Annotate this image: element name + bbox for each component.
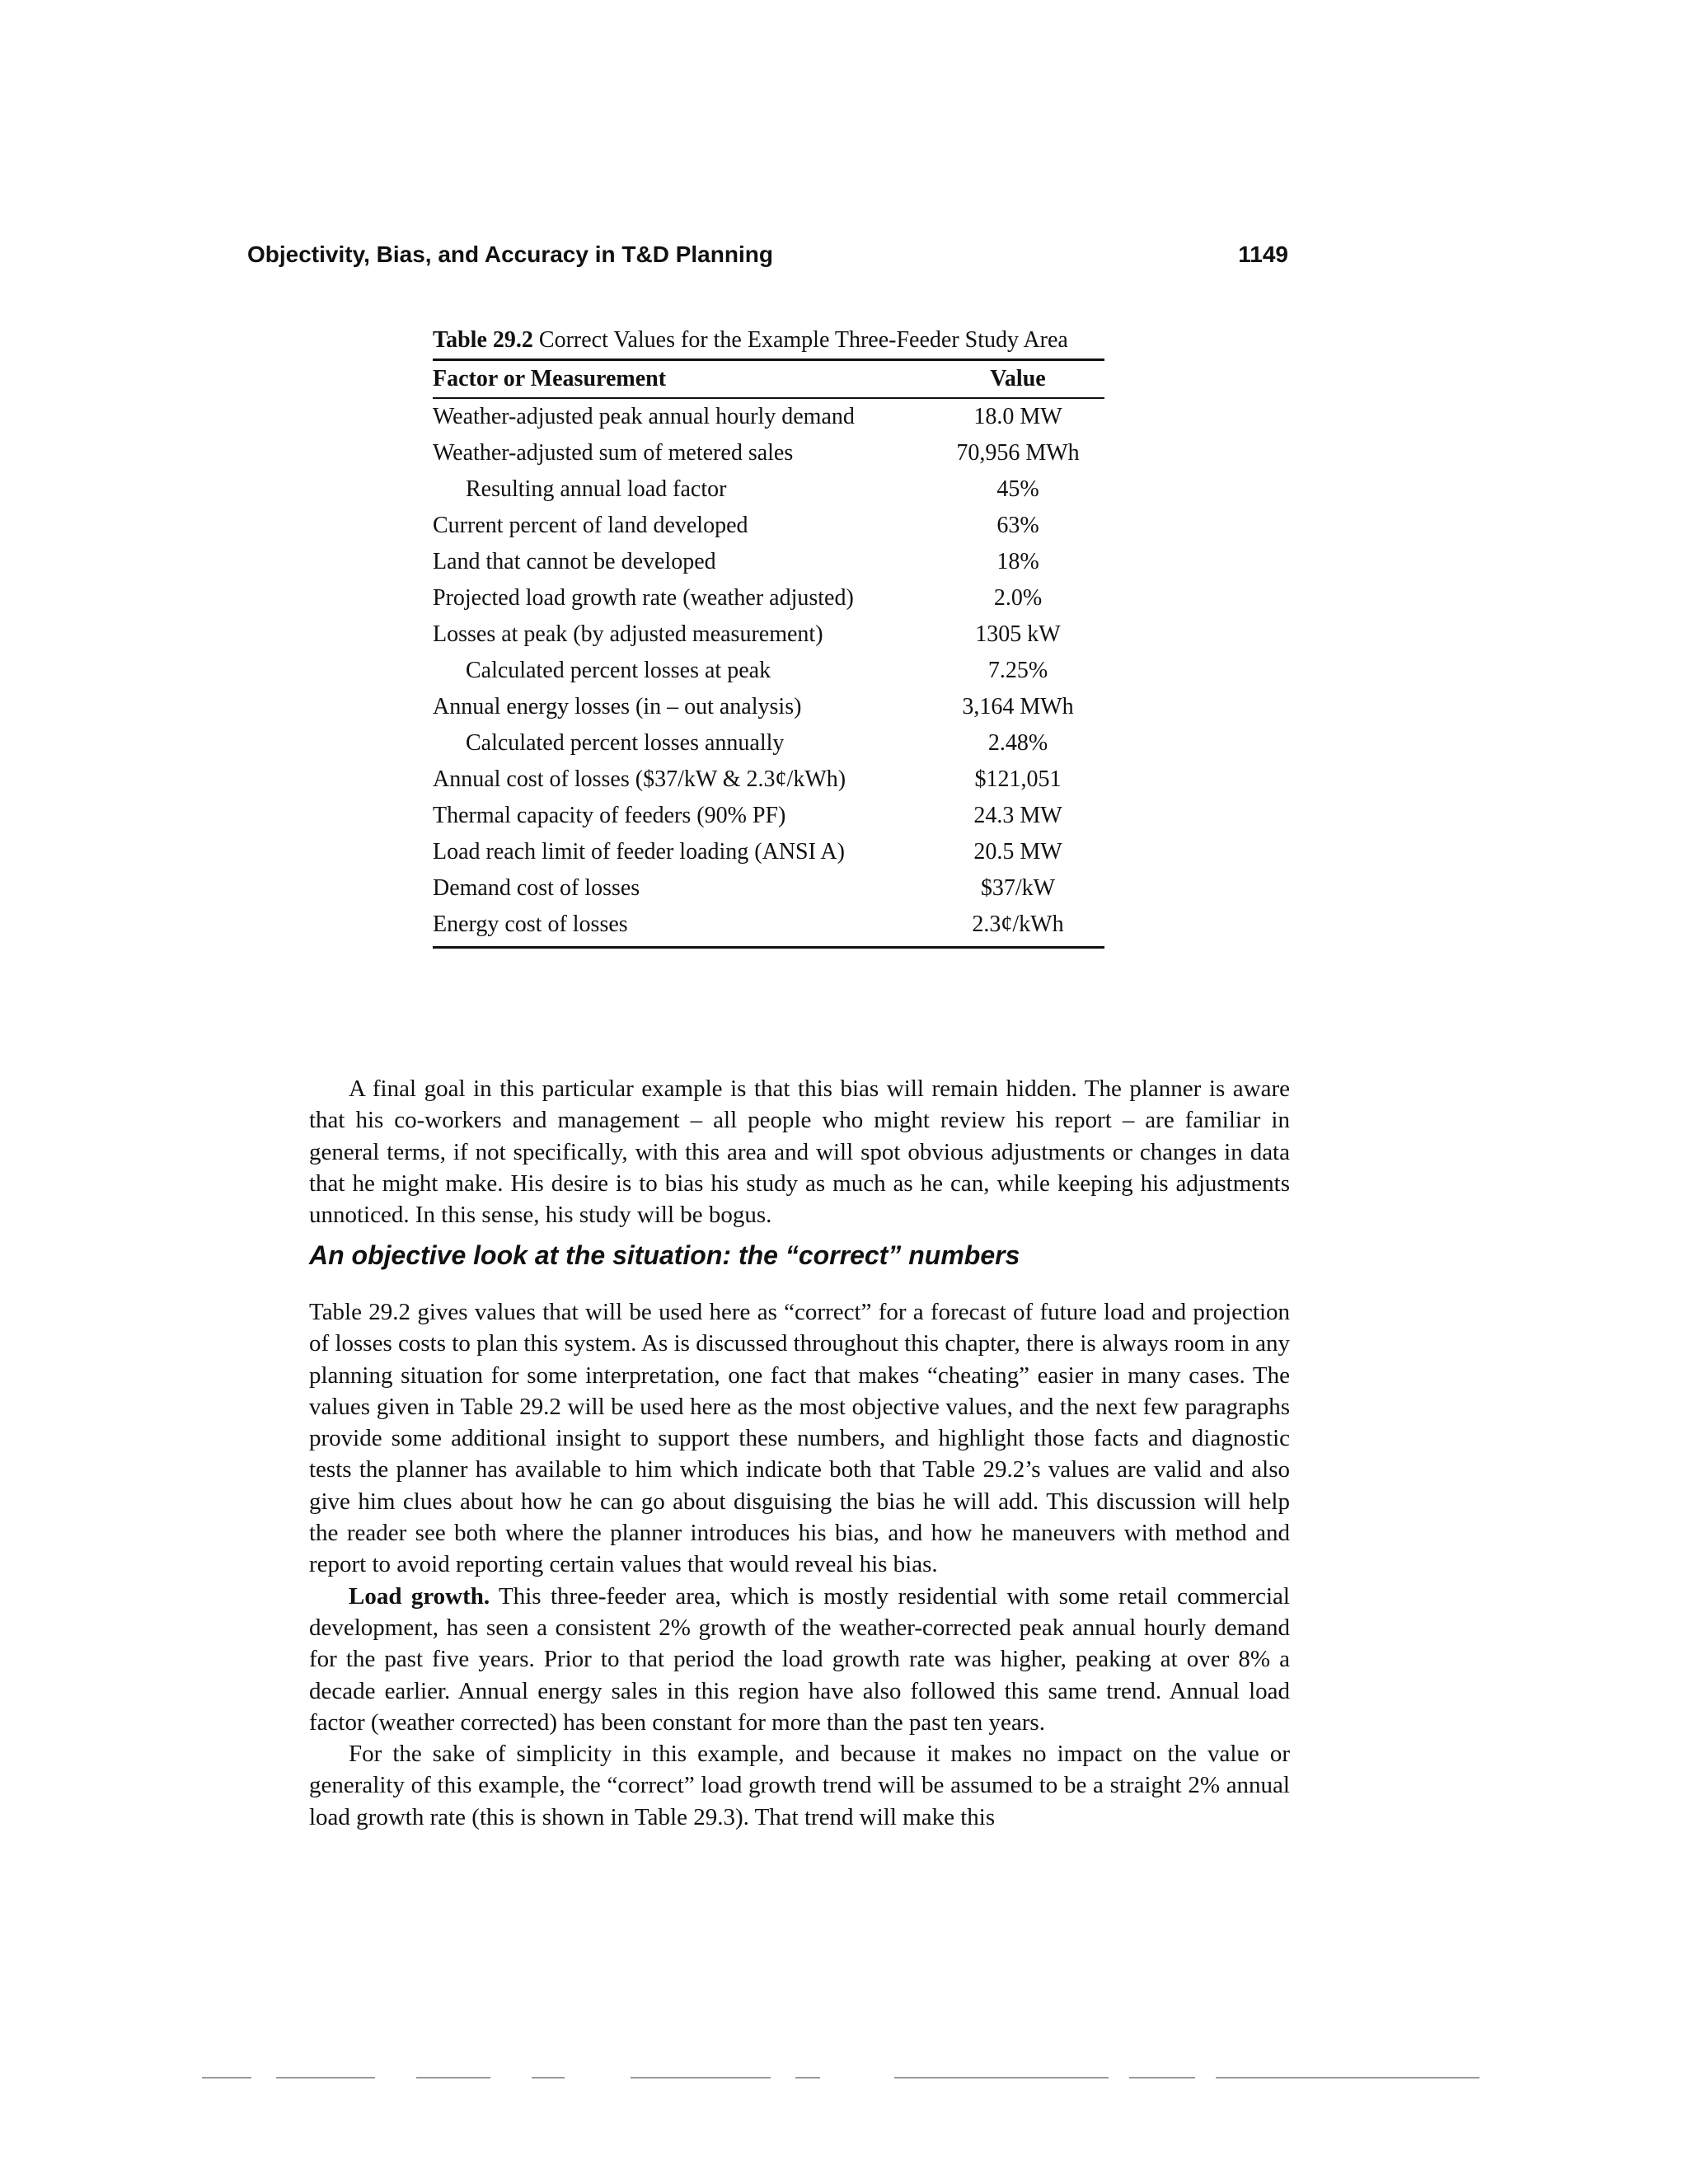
value-cell: 63%	[996, 513, 1039, 538]
body-paragraph-2: Table 29.2 gives values that will be used here as “correct” for a forecast of future load and projection of losses costs to plan this system. As is discussed throughout this chapter, there is always room in any planning situation for some interpretation, one fact that makes “cheating” easier in many cases. The values given in Table 29.2 will be used here as the most objective values, and the next few paragraphs provide some additional insight to support these numbers, and highlight those facts and diagnostic tests the planner has available to him which indicate both that Table 29.2’s values are valid and also give him clues about how he can go about disguising the bias he will add. This discussion will help the reader see both where the planner introduces his bias, and how he maneuvers with method and report to avoid reporting certain values that would reveal his bias.	[309, 1299, 1290, 1578]
value-cell: $121,051	[974, 766, 1062, 792]
scan-speck	[795, 2077, 820, 2079]
factor-cell: Calculated percent losses at peak	[466, 658, 771, 683]
chapter-title: Objectivity, Bias, and Accuracy in T&D Planning	[247, 241, 773, 267]
value-cell: 1305 kW	[975, 621, 1061, 647]
paragraph-text: A final goal in this particular example is that this bias will remain hidden. The planner is aware that his co-workers and management – all people who might review his report – are familiar in general terms, if not specifically, with this area and will spot obvious adjustments or changes in data that he might make. His desire is to bias his study as much as he can, while keeping his adjustments unnoticed. In this sense, his study will be bogus.	[309, 1076, 1290, 1229]
table-row	[433, 616, 1104, 653]
values-table	[433, 361, 1104, 943]
table-caption-text: Correct Values for the Example Three-Feeder Study Area	[532, 327, 1068, 353]
table-header-row	[433, 361, 1104, 398]
factor-cell: Energy cost of losses	[433, 912, 628, 937]
table-row	[433, 398, 1104, 435]
table-row	[433, 725, 1104, 762]
running-header	[247, 241, 1288, 274]
scan-speck	[416, 2077, 490, 2079]
body-paragraph-4: For the sake of simplicity in this example, and because it makes no impact on the value or generality of this example, the “correct” load growth trend will be assumed to be a straight 2% annual load growth rate (this is shown in Table 29.3). That trend will make this	[309, 1741, 1290, 1830]
scan-artifact-line	[202, 2077, 1488, 2080]
column-header-value: Value	[931, 361, 1104, 398]
table-row	[433, 471, 1104, 508]
factor-cell: Land that cannot be developed	[433, 549, 716, 574]
value-cell: 3,164 MWh	[962, 694, 1074, 719]
column-header-factor: Factor or Measurement	[433, 361, 931, 398]
value-cell: 70,956 MWh	[956, 440, 1080, 466]
factor-cell: Projected load growth rate (weather adjusted)	[433, 585, 854, 611]
page-number: 1149	[1238, 241, 1288, 267]
table-row	[433, 907, 1104, 943]
factor-cell: Annual cost of losses ($37/kW & 2.3¢/kWh)	[433, 766, 846, 792]
value-cell: 2.3¢/kWh	[972, 912, 1064, 937]
values-table-block	[433, 324, 1104, 949]
value-cell: 18.0 MW	[973, 404, 1062, 429]
value-cell: 24.3 MW	[973, 803, 1062, 828]
factor-cell: Demand cost of losses	[433, 875, 640, 901]
table-caption-number: Table 29.2	[433, 327, 533, 353]
scan-speck	[1129, 2077, 1195, 2079]
table-row	[433, 798, 1104, 834]
factor-cell: Calculated percent losses annually	[466, 730, 785, 756]
paragraph-text: This three-feeder area, which is mostly residential with some retail commercial development, has seen a consistent 2% growth of the weather-corrected peak annual hourly demand for the past five years. Prior to that period the load growth rate was higher, peaking at over 8% a decade earlier. Annual energy sales in this region have also followed this same trend. Annual load factor (weather corrected) has been constant for more than the past ten years.	[309, 1582, 1290, 1736]
factor-cell: Resulting annual load factor	[466, 476, 727, 502]
value-cell: 7.25%	[987, 658, 1048, 683]
table-row	[433, 435, 1104, 471]
scan-speck	[532, 2077, 565, 2079]
table-row	[433, 689, 1104, 725]
scan-speck	[202, 2077, 251, 2079]
value-cell: 2.48%	[987, 730, 1048, 756]
factor-cell: Losses at peak (by adjusted measurement)	[433, 621, 823, 647]
factor-cell: Current percent of land developed	[433, 513, 748, 538]
factor-cell: Weather-adjusted sum of metered sales	[433, 440, 794, 466]
scan-speck	[631, 2077, 771, 2079]
value-cell: 45%	[996, 476, 1039, 502]
table-row	[433, 544, 1104, 580]
table-row	[433, 834, 1104, 870]
table-row	[433, 762, 1104, 798]
value-cell: 20.5 MW	[973, 839, 1062, 865]
value-cell: $37/kW	[980, 875, 1056, 901]
table-row	[433, 653, 1104, 689]
body-paragraph-1	[309, 1073, 1290, 1230]
factor-cell: Weather-adjusted peak annual hourly demand	[433, 404, 855, 429]
factor-cell: Thermal capacity of feeders (90% PF)	[433, 803, 786, 828]
section-heading: An objective look at the situation: the “correct” numbers	[309, 1240, 1020, 1270]
body-paragraph-3	[309, 1581, 1290, 1738]
scan-speck	[894, 2077, 1109, 2079]
table-row	[433, 580, 1104, 616]
scan-speck	[1216, 2077, 1479, 2079]
runin-heading-load-growth: Load growth.	[349, 1582, 490, 1610]
table-row	[433, 870, 1104, 907]
table-body	[433, 398, 1104, 943]
value-cell: 18%	[996, 549, 1039, 574]
table-row	[433, 508, 1104, 544]
factor-cell: Annual energy losses (in – out analysis)	[433, 694, 802, 719]
value-cell: 2.0%	[993, 585, 1043, 611]
factor-cell: Load reach limit of feeder loading (ANSI A)	[433, 839, 845, 865]
table-bottom-rule	[433, 946, 1104, 949]
scan-speck	[276, 2077, 375, 2079]
body-text-block	[309, 1296, 1290, 1833]
table-caption	[433, 324, 1104, 357]
